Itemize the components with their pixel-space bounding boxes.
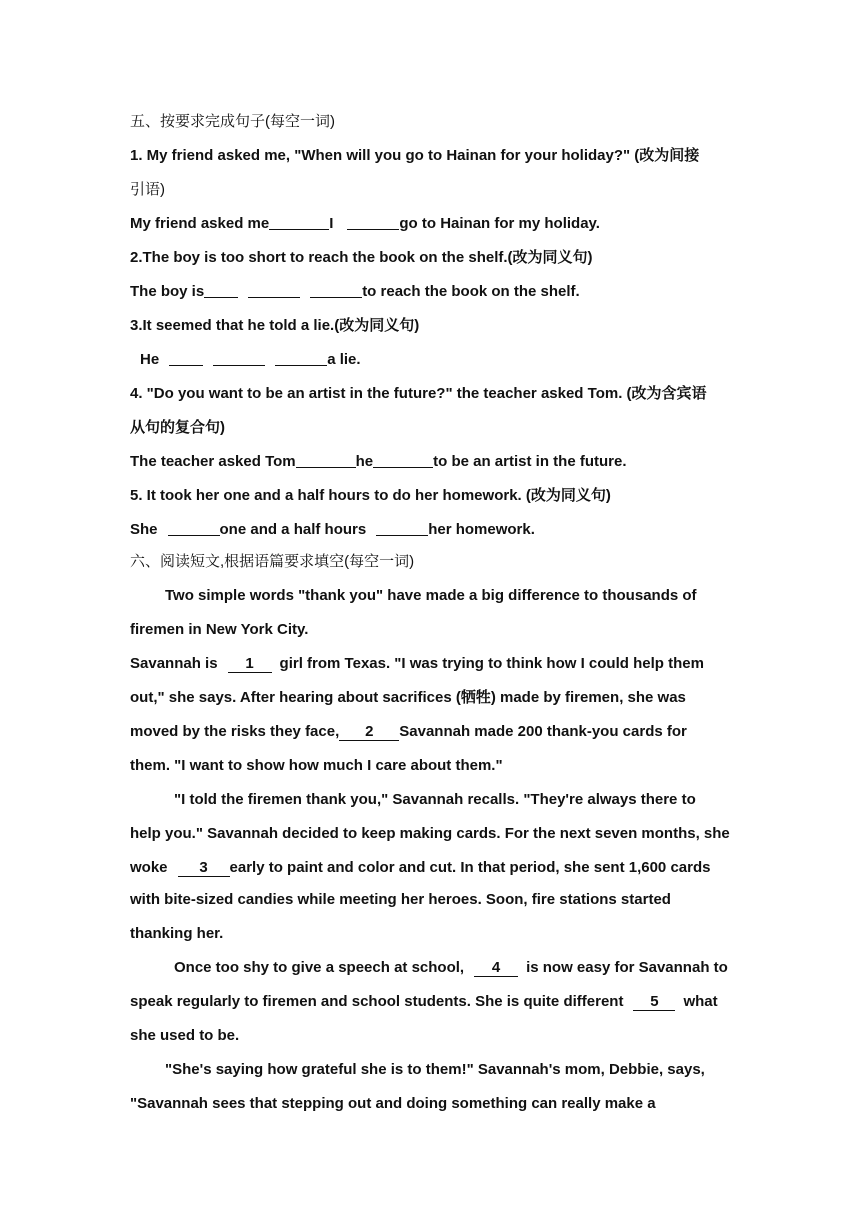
q5-answer-line [130, 520, 730, 540]
answer-blank[interactable] [296, 452, 356, 468]
q1-answer-text-b: I [329, 215, 334, 232]
answer-blank[interactable] [204, 282, 238, 298]
q1-answer-text-c: go to Hainan for my holiday. [399, 215, 600, 232]
passage-line [130, 858, 730, 878]
q1-prompt-line2: 引语) [130, 181, 165, 198]
passage-text: girl from Texas. "I was trying to think how I could help them [279, 655, 704, 672]
passage-line [130, 992, 730, 1012]
passage-line [130, 722, 730, 742]
passage-line: help you." Savannah decided to keep making cards. For the next seven months, she [130, 825, 730, 842]
passage-line: "Savannah sees that stepping out and doing something can really make a [130, 1095, 656, 1112]
numbered-blank-3[interactable]: 3 [178, 859, 230, 877]
q5-answer-text-b: one and a half hours [219, 521, 367, 538]
answer-blank[interactable] [373, 452, 433, 468]
passage-text: Savannah made 200 thank-you cards for [399, 723, 687, 740]
q3-answer-line [140, 350, 740, 370]
numbered-blank-2[interactable]: 2 [339, 723, 399, 741]
answer-blank[interactable] [168, 520, 220, 536]
passage-text: early to paint and color and cut. In that period, she sent 1,600 cards [229, 859, 711, 876]
q4-answer-line [130, 452, 730, 472]
answer-blank[interactable] [269, 214, 329, 230]
passage-line: Two simple words "thank you" have made a big difference to thousands of [165, 587, 697, 604]
q3-prompt: 3.It seemed that he told a lie.(改为同义句) [130, 317, 420, 334]
q4-answer-text-b: he [355, 453, 374, 470]
answer-blank[interactable] [347, 214, 399, 230]
q4-prompt-line1: 4. "Do you want to be an artist in the future?" the teacher asked Tom. (改为含宾语 [130, 385, 707, 402]
numbered-blank-1[interactable]: 1 [228, 655, 272, 673]
numbered-blank-5[interactable]: 5 [633, 993, 675, 1011]
passage-text: is now easy for Savannah to [526, 959, 728, 976]
answer-blank[interactable] [213, 350, 265, 366]
passage-text: Savannah is [130, 655, 218, 672]
q1-answer-text-a: My friend asked me [130, 215, 270, 232]
q4-prompt-line2: 从句的复合句) [130, 419, 225, 436]
q2-answer-text-a: The boy is [130, 283, 205, 300]
answer-blank[interactable] [275, 350, 327, 366]
q2-answer-text-b: to reach the book on the shelf. [362, 283, 580, 300]
q2-answer-line [130, 282, 730, 302]
answer-blank[interactable] [376, 520, 428, 536]
answer-blank[interactable] [310, 282, 362, 298]
passage-text: moved by the risks they face, [130, 723, 340, 740]
q3-answer-text-a: He [140, 351, 160, 368]
q1-prompt-line1: 1. My friend asked me, "When will you go to Hainan for your holiday?" (改为间接 [130, 147, 700, 164]
q5-prompt: 5. It took her one and a half hours to do her homework. (改为同义句) [130, 487, 611, 504]
passage-text: what [683, 993, 718, 1010]
q1-answer-line [130, 214, 730, 234]
passage-line [174, 958, 774, 978]
passage-text: speak regularly to firemen and school students. She is quite different [130, 993, 624, 1010]
q3-answer-text-b: a lie. [327, 351, 361, 368]
answer-blank[interactable] [248, 282, 300, 298]
passage-line: she used to be. [130, 1027, 240, 1044]
passage-line: out," she says. After hearing about sacrifices (牺牲) made by firemen, she was [130, 689, 686, 706]
passage-line: "She's saying how grateful she is to them!" Savannah's mom, Debbie, says, [165, 1061, 705, 1078]
q5-answer-text-c: her homework. [428, 521, 535, 538]
passage-text: woke [130, 859, 168, 876]
q2-prompt: 2.The boy is too short to reach the book on the shelf.(改为同义句) [130, 249, 593, 266]
passage-line: firemen in New York City. [130, 621, 309, 638]
section6-heading: 六、阅读短文,根据语篇要求填空(每空一词) [130, 553, 415, 570]
passage-line [130, 654, 730, 674]
section5-heading: 五、按要求完成句子(每空一词) [130, 113, 335, 130]
q4-answer-text-c: to be an artist in the future. [433, 453, 627, 470]
passage-line: "I told the firemen thank you," Savannah recalls. "They're always there to [174, 791, 696, 808]
passage-line: them. "I want to show how much I care about them." [130, 757, 503, 774]
numbered-blank-4[interactable]: 4 [474, 959, 518, 977]
q5-answer-text-a: She [130, 521, 158, 538]
passage-text: Once too shy to give a speech at school, [174, 959, 465, 976]
q4-answer-text-a: The teacher asked Tom [130, 453, 296, 470]
passage-line: thanking her. [130, 925, 224, 942]
answer-blank[interactable] [169, 350, 203, 366]
passage-line: with bite-sized candies while meeting her heroes. Soon, fire stations started [130, 891, 671, 908]
